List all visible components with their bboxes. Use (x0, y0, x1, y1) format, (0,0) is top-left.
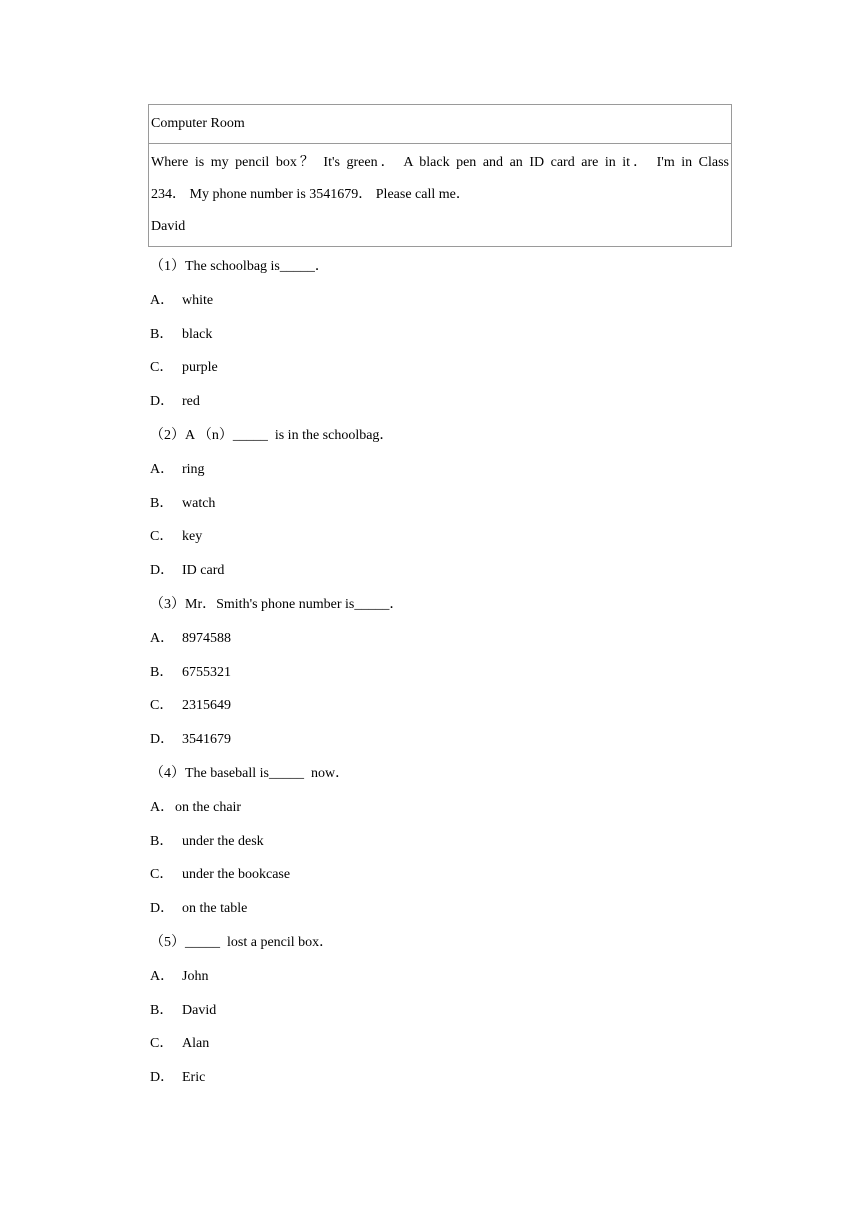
option-text: David (182, 1002, 217, 1018)
option-letter: D． (150, 732, 175, 748)
option-c[interactable] (150, 689, 730, 723)
option-a[interactable] (150, 453, 730, 487)
question-stem: （4）The baseball is_____ now． (150, 765, 350, 781)
option-letter: C． (150, 360, 174, 376)
notice-signature: David (151, 219, 186, 234)
option-d[interactable] (150, 1061, 730, 1095)
option-b[interactable] (150, 994, 730, 1028)
option-letter: B． (150, 495, 174, 511)
option-b[interactable] (150, 318, 730, 352)
option-c[interactable] (150, 1027, 730, 1061)
option-a[interactable] (150, 284, 730, 318)
option-a[interactable] (150, 960, 730, 994)
option-letter: A． (150, 799, 175, 815)
option-letter: D． (150, 1070, 175, 1086)
option-c[interactable] (150, 520, 730, 554)
option-text: under the bookcase (182, 867, 291, 883)
option-letter: B． (150, 1002, 174, 1018)
option-text: 2315649 (182, 698, 231, 714)
option-letter: B． (150, 326, 174, 342)
question-stem: （5）_____ lost a pencil box． (150, 934, 334, 950)
option-text: 3541679 (182, 732, 231, 748)
option-text: Alan (182, 1036, 210, 1052)
option-letter: D． (150, 563, 175, 579)
notice-title: Computer Room (149, 105, 731, 144)
option-a[interactable] (150, 622, 730, 656)
option-text: red (182, 394, 200, 410)
option-text: watch (182, 495, 216, 511)
option-text: key (182, 529, 203, 545)
option-letter: B． (150, 664, 174, 680)
option-text: on the table (182, 901, 248, 917)
option-text: white (182, 292, 214, 308)
notice-line-2: 234． My phone number is 3541679． Please call me． (151, 187, 470, 202)
option-b[interactable] (150, 487, 730, 521)
option-c[interactable] (150, 351, 730, 385)
option-text: ID card (182, 563, 225, 579)
option-letter: A． (150, 630, 175, 646)
option-text: black (182, 326, 213, 342)
option-b[interactable] (150, 825, 730, 859)
option-c[interactable] (150, 858, 730, 892)
notice-line-1: Where is my pencil box？ It's green． A black pen and an ID card are in it． I'm in Class (151, 155, 729, 170)
option-text: Eric (182, 1070, 206, 1086)
notice-body (149, 144, 731, 246)
option-d[interactable] (150, 385, 730, 419)
option-letter: C． (150, 1036, 174, 1052)
option-letter: C． (150, 529, 174, 545)
option-text: under the desk (182, 833, 264, 849)
question-stem: （1）The schoolbag is_____． (150, 259, 329, 274)
option-d[interactable] (150, 723, 730, 757)
question-stem: （3）Mr．Smith's phone number is_____． (150, 596, 404, 612)
option-d[interactable] (150, 554, 730, 588)
option-text: 6755321 (182, 664, 231, 680)
option-letter: D． (150, 394, 175, 410)
option-letter: C． (150, 698, 174, 714)
question-stem: （2）A （n）_____ is in the schoolbag． (150, 427, 394, 443)
option-letter: A． (150, 292, 175, 308)
option-b[interactable] (150, 656, 730, 690)
option-text: ring (182, 461, 205, 477)
option-text: purple (182, 360, 218, 376)
option-text: 8974588 (182, 630, 231, 646)
option-a[interactable] (150, 791, 730, 825)
option-letter: B． (150, 833, 174, 849)
option-text: John (182, 968, 209, 984)
option-letter: A． (150, 461, 175, 477)
option-letter: A． (150, 968, 175, 984)
option-letter: D． (150, 901, 175, 917)
question-list (150, 250, 730, 1095)
option-letter: C． (150, 867, 174, 883)
option-d[interactable] (150, 892, 730, 926)
option-text: on the chair (175, 799, 242, 815)
lost-notice-box (148, 104, 732, 247)
